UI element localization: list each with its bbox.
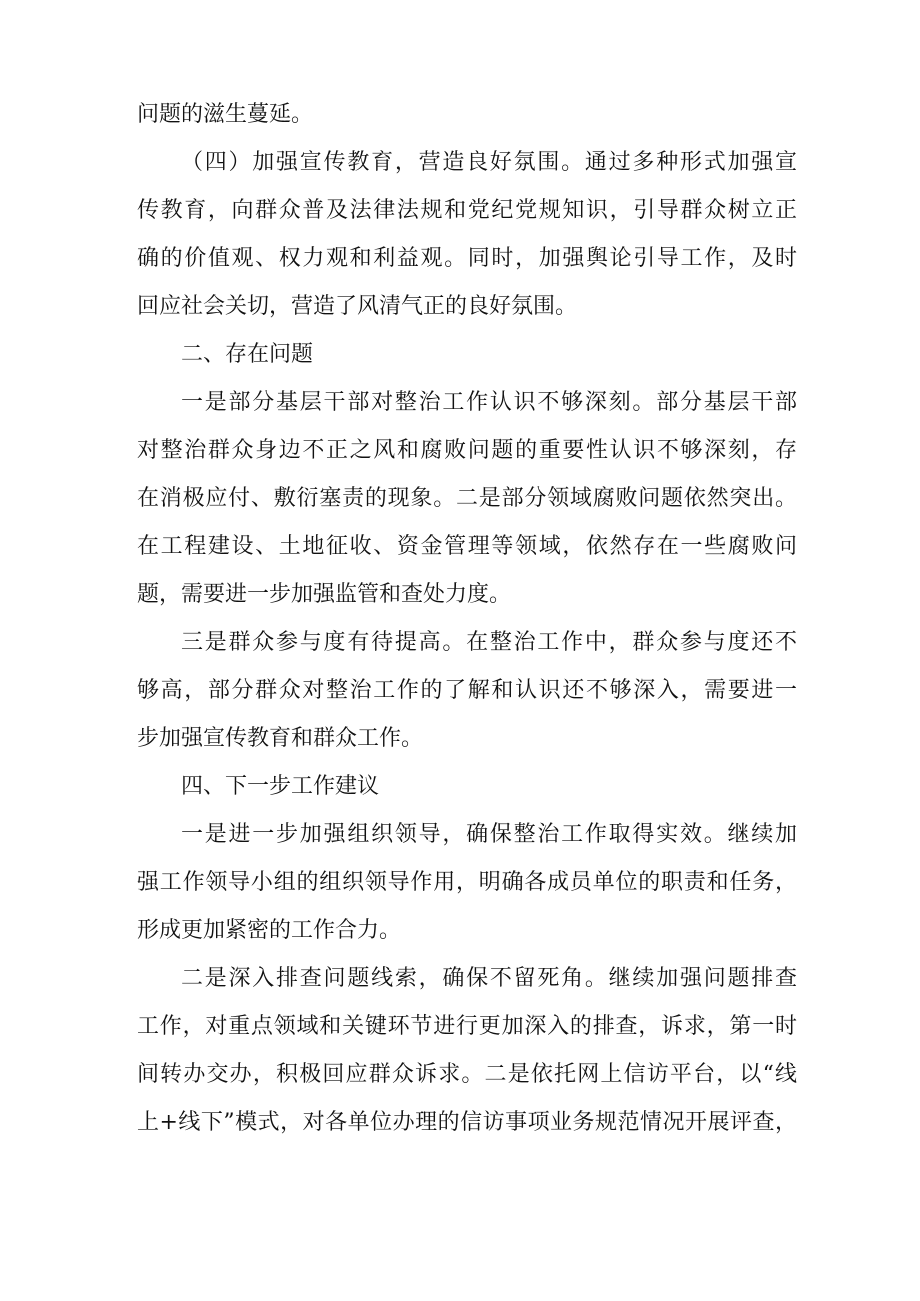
text-line: 在消极应付、敷衍塞责的现象。二是部分领域腐败问题依然突出。: [137, 486, 797, 511]
text-line: 一是进一步加强组织领导，确保整治工作取得实效。继续加: [181, 822, 797, 847]
section-heading: 四、下一步工作建议: [181, 774, 380, 799]
text-line: （四）加强宣传教育，营造良好氛围。通过多种形式加强宣: [181, 150, 797, 175]
text-line: 强工作领导小组的组织领导作用，明确各成员单位的职责和任务，: [137, 870, 797, 895]
text-line: 对整治群众身边不正之风和腐败问题的重要性认识不够深刻，存: [137, 438, 797, 463]
section-heading: 二、存在问题: [181, 342, 314, 367]
text-line: 上+线下”模式，对各单位办理的信访事项业务规范情况开展评查，: [137, 1110, 797, 1135]
text-line: 工作，对重点领域和关键环节进行更加深入的排查，诉求，第一时: [137, 1014, 797, 1039]
text-line: 传教育，向群众普及法律法规和党纪党规知识，引导群众树立正: [137, 198, 797, 223]
text-line: 在工程建设、土地征收、资金管理等领域，依然存在一些腐败问: [137, 534, 797, 559]
text-line: 问题的滋生蔓延。: [137, 102, 314, 127]
text-line: 间转办交办，积极回应群众诉求。二是依托网上信访平台，以“线: [137, 1062, 797, 1087]
text-line: 步加强宣传教育和群众工作。: [137, 726, 424, 751]
text-line: 回应社会关切，营造了风清气正的良好氛围。: [137, 294, 578, 319]
text-line: 形成更加紧密的工作合力。: [137, 918, 402, 943]
text-line: 题，需要进一步加强监管和查处力度。: [137, 582, 512, 607]
text-line: 确的价值观、权力观和利益观。同时，加强舆论引导工作，及时: [137, 246, 797, 271]
text-line: 够高，部分群众对整治工作的了解和认识还不够深入，需要进一: [137, 678, 797, 703]
text-line: 二是深入排查问题线索，确保不留死角。继续加强问题排查: [181, 966, 797, 991]
text-line: 三是群众参与度有待提高。在整治工作中，群众参与度还不: [181, 630, 797, 655]
text-line: 一是部分基层干部对整治工作认识不够深刻。部分基层干部: [181, 390, 797, 415]
